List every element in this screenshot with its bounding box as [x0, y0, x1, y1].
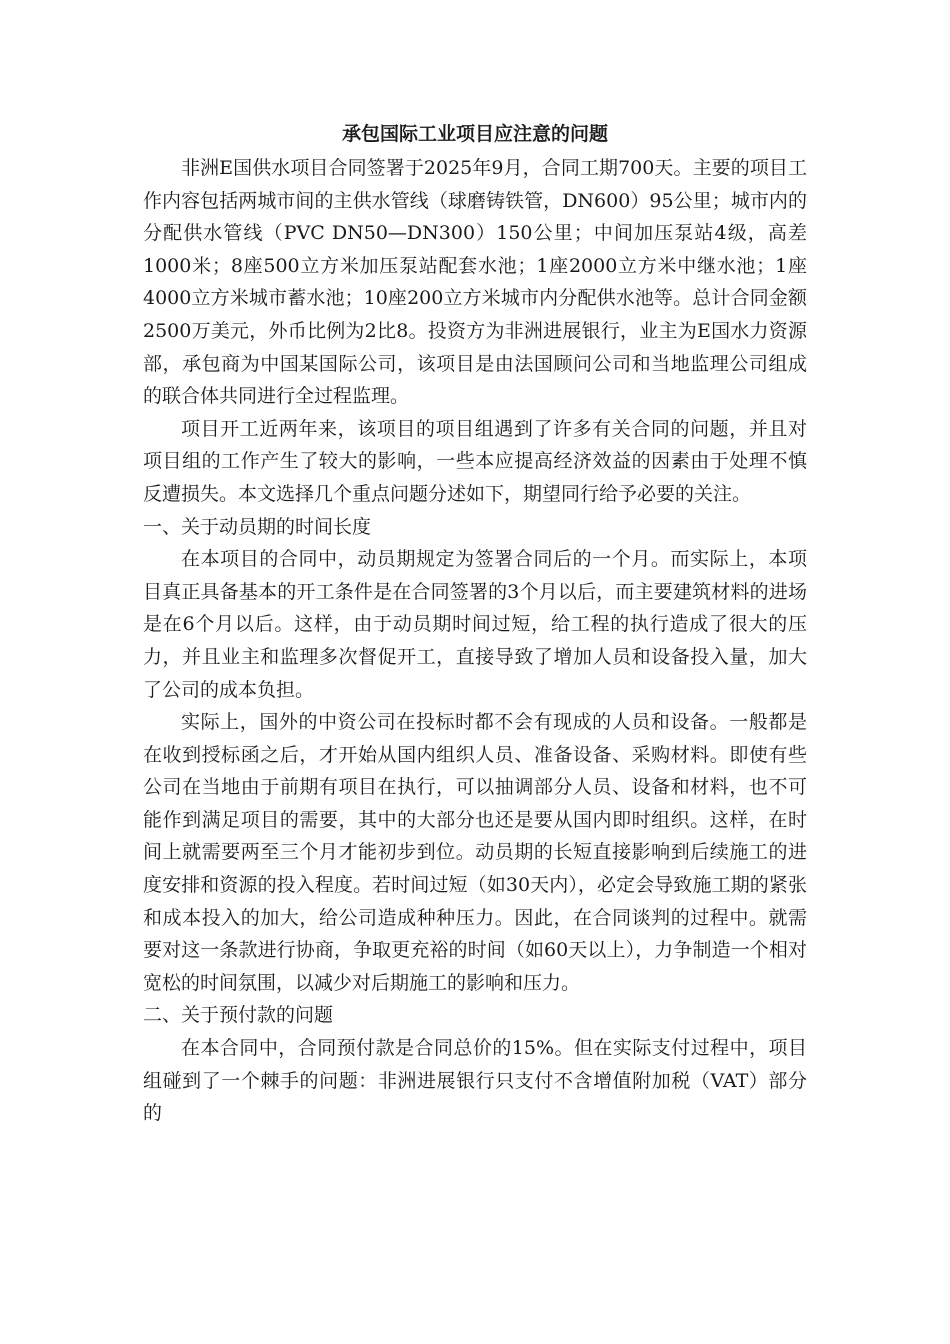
section-1-paragraph-2: 实际上，国外的中资公司在投标时都不会有现成的人员和设备。一般都是在收到授标函之后，才开始从国内组织人员、准备设备、采购材料。即使有些公司在当地由于前期有项目在执行，可以抽调部分人员、设备和材料，也不可能作到满足项目的需要，其中的大部分也还是要从国内即时组织。这样，在时间上就需要两至三个月才能初步到位。动员期的长短直接影响到后续施工的进度安排和资源的投入程度。若时间过短（如30天内），必定会导致施工期的紧张和成本投入的加大，给公司造成种种压力。因此，在合同谈判的过程中。就需要对这一条款进行协商，争取更充裕的时间（如60天以上），力争制造一个相对宽松的时间氛围，以减少对后期施工的影响和压力。 — [143, 711, 807, 994]
document-page — [143, 118, 807, 1130]
intro-paragraph-1: 非洲E国供水项目合同签署于2025年9月，合同工期700天。主要的项目工作内容包括两城市间的主供水管线（球磨铸铁管，DN600）95公里；城市内的分配供水管线（PVC DN50—DN300）150公里；中间加压泵站4级，高差1000米；8座500立方米加压泵站配套水池；1座2000立方米中继水池；1座4000立方米城市蓄水池；10座200立方米城市内分配供水池等。总计合同金额2500万美元，外币比例为2比8。投资方为非洲进展银行，业主为E国水力资源部，承包商为中国某国际公司，该项目是由法国顾问公司和当地监理公司组成的联合体共同进行全过程监理。 — [143, 157, 807, 408]
section-1-heading: 一、关于动员期的时间长度 — [143, 515, 372, 538]
section-2-heading: 二、关于预付款的问题 — [143, 1004, 334, 1027]
section-2-paragraph-1: 在本合同中，合同预付款是合同总价的15%。但在实际支付过程中，项目组碰到了一个棘手的问题：非洲进展银行只支付不含增值附加税（VAT）部分的 — [143, 1037, 807, 1125]
intro-paragraph-2: 项目开工近两年来，该项目的项目组遇到了许多有关合同的问题，并且对项目组的工作产生了较大的影响，一些本应提高经济效益的因素由于处理不慎反遭损失。本文选择几个重点问题分述如下，期望同行给予必要的关注。 — [143, 417, 807, 505]
section-1-paragraph-1: 在本项目的合同中，动员期规定为签署合同后的一个月。而实际上，本项目真正具备基本的开工条件是在合同签署的3个月以后，而主要建筑材料的进场是在6个月以后。这样，由于动员期时间过短，给工程的执行造成了很大的压力，并且业主和监理多次督促开工，直接导致了增加人员和设备投入量，加大了公司的成本负担。 — [143, 548, 807, 701]
document-title: 承包国际工业项目应注意的问题 — [341, 123, 608, 145]
